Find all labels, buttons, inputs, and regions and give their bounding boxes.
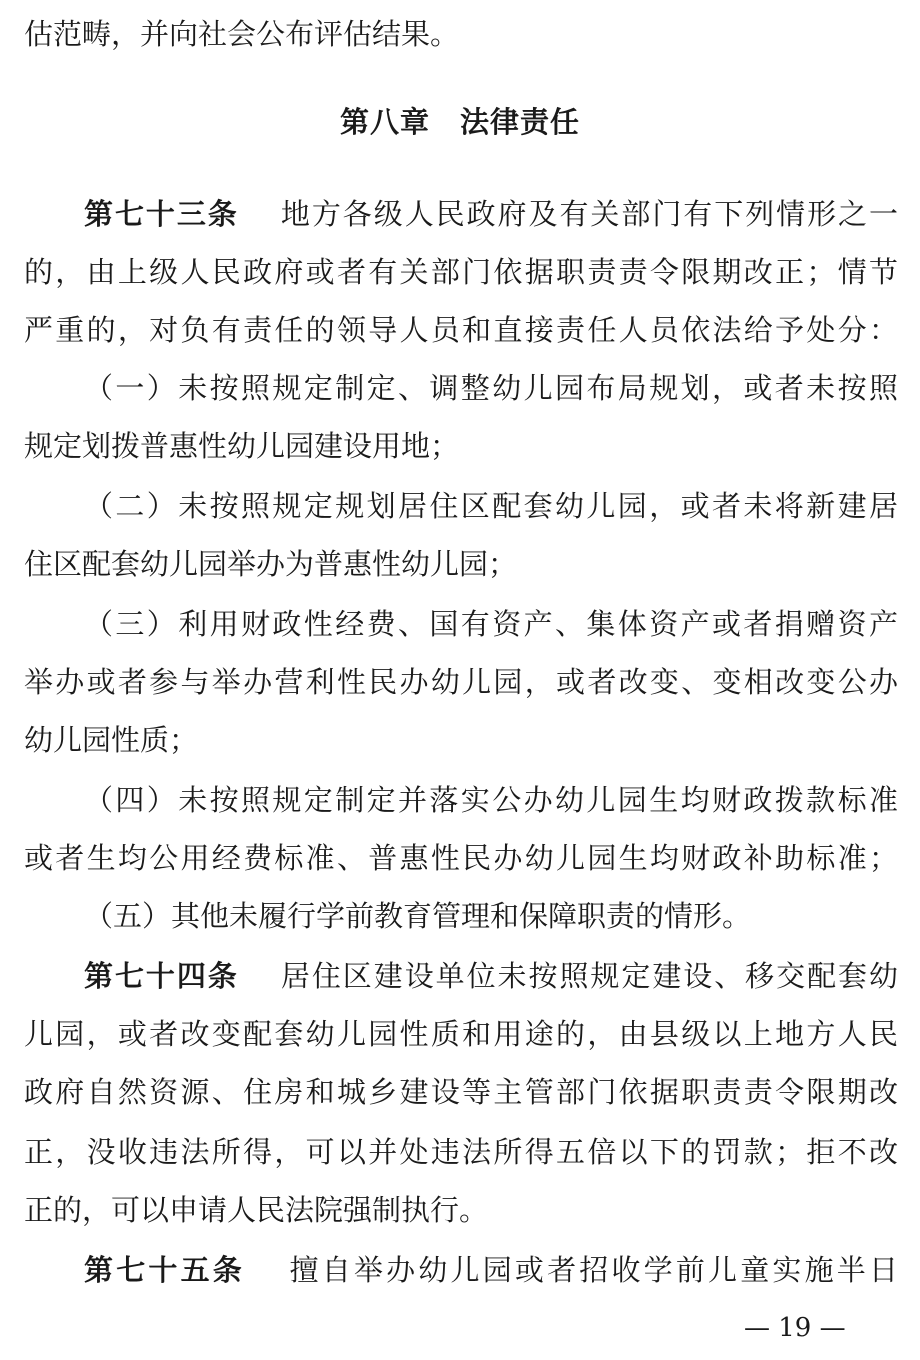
article-73-item-3-cont: 幼儿园性质； (24, 723, 199, 757)
article-73-item-3: （三）利用财政性经费、国有资产、集体资产或者捐赠资产 (84, 607, 898, 641)
article-73-item-2-cont: 住区配套幼儿园举办为普惠性幼儿园； (24, 547, 518, 581)
article-74-line: 儿园，或者改变配套幼儿园性质和用途的，由县级以上地方人民 (24, 1017, 898, 1051)
article-73-label: 第七十三条 (84, 197, 239, 231)
article-73-item-4-cont: 或者生均公用经费标准、普惠性民办幼儿园生均财政补助标准； (24, 841, 898, 875)
article-75-text: 擅自举办幼儿园或者招收学前儿童实施半日 (289, 1253, 898, 1287)
article-73-item-1-cont: 规定划拨普惠性幼儿园建设用地； (24, 429, 460, 463)
article-73-item-2: （二）未按照规定规划居住区配套幼儿园，或者未将新建居 (84, 489, 898, 523)
article-73-item-5: （五）其他未履行学前教育管理和保障职责的情形。 (84, 899, 752, 933)
article-75-label: 第七十五条 (84, 1253, 245, 1287)
previous-text-tail: 估范畴，并向社会公布评估结果。 (24, 17, 460, 51)
article-73-line: 的，由上级人民政府或者有关部门依据职责责令限期改正；情节 (24, 255, 898, 289)
page-number: — 19 — (744, 1313, 846, 1343)
article-73-item-1: （一）未按照规定制定、调整幼儿园布局规划，或者未按照 (84, 371, 898, 405)
article-74-line: 政府自然资源、住房和城乡建设等主管部门依据职责责令限期改 (24, 1075, 898, 1109)
article-74-label: 第七十四条 (84, 959, 239, 993)
article-73-line: 严重的，对负有责任的领导人员和直接责任人员依法给予处分： (24, 313, 898, 347)
article-74-line: 正，没收违法所得，可以并处违法所得五倍以下的罚款；拒不改 (24, 1135, 898, 1169)
article-73-item-3-cont: 举办或者参与举办营利性民办幼儿园，或者改变、变相改变公办 (24, 665, 898, 699)
article-74-line: 正的，可以申请人民法院强制执行。 (24, 1193, 489, 1227)
article-75-first-line (84, 1250, 898, 1290)
article-74-text: 居住区建设单位未按照规定建设、移交配套幼 (280, 959, 898, 993)
article-74-first-line (84, 956, 898, 996)
article-73-first-line (84, 194, 898, 234)
article-73-text: 地方各级人民政府及有关部门有下列情形之一 (280, 197, 898, 231)
article-73-item-4: （四）未按照规定制定并落实公办幼儿园生均财政拨款标准 (84, 783, 898, 817)
chapter-title: 第八章 法律责任 (339, 105, 580, 139)
